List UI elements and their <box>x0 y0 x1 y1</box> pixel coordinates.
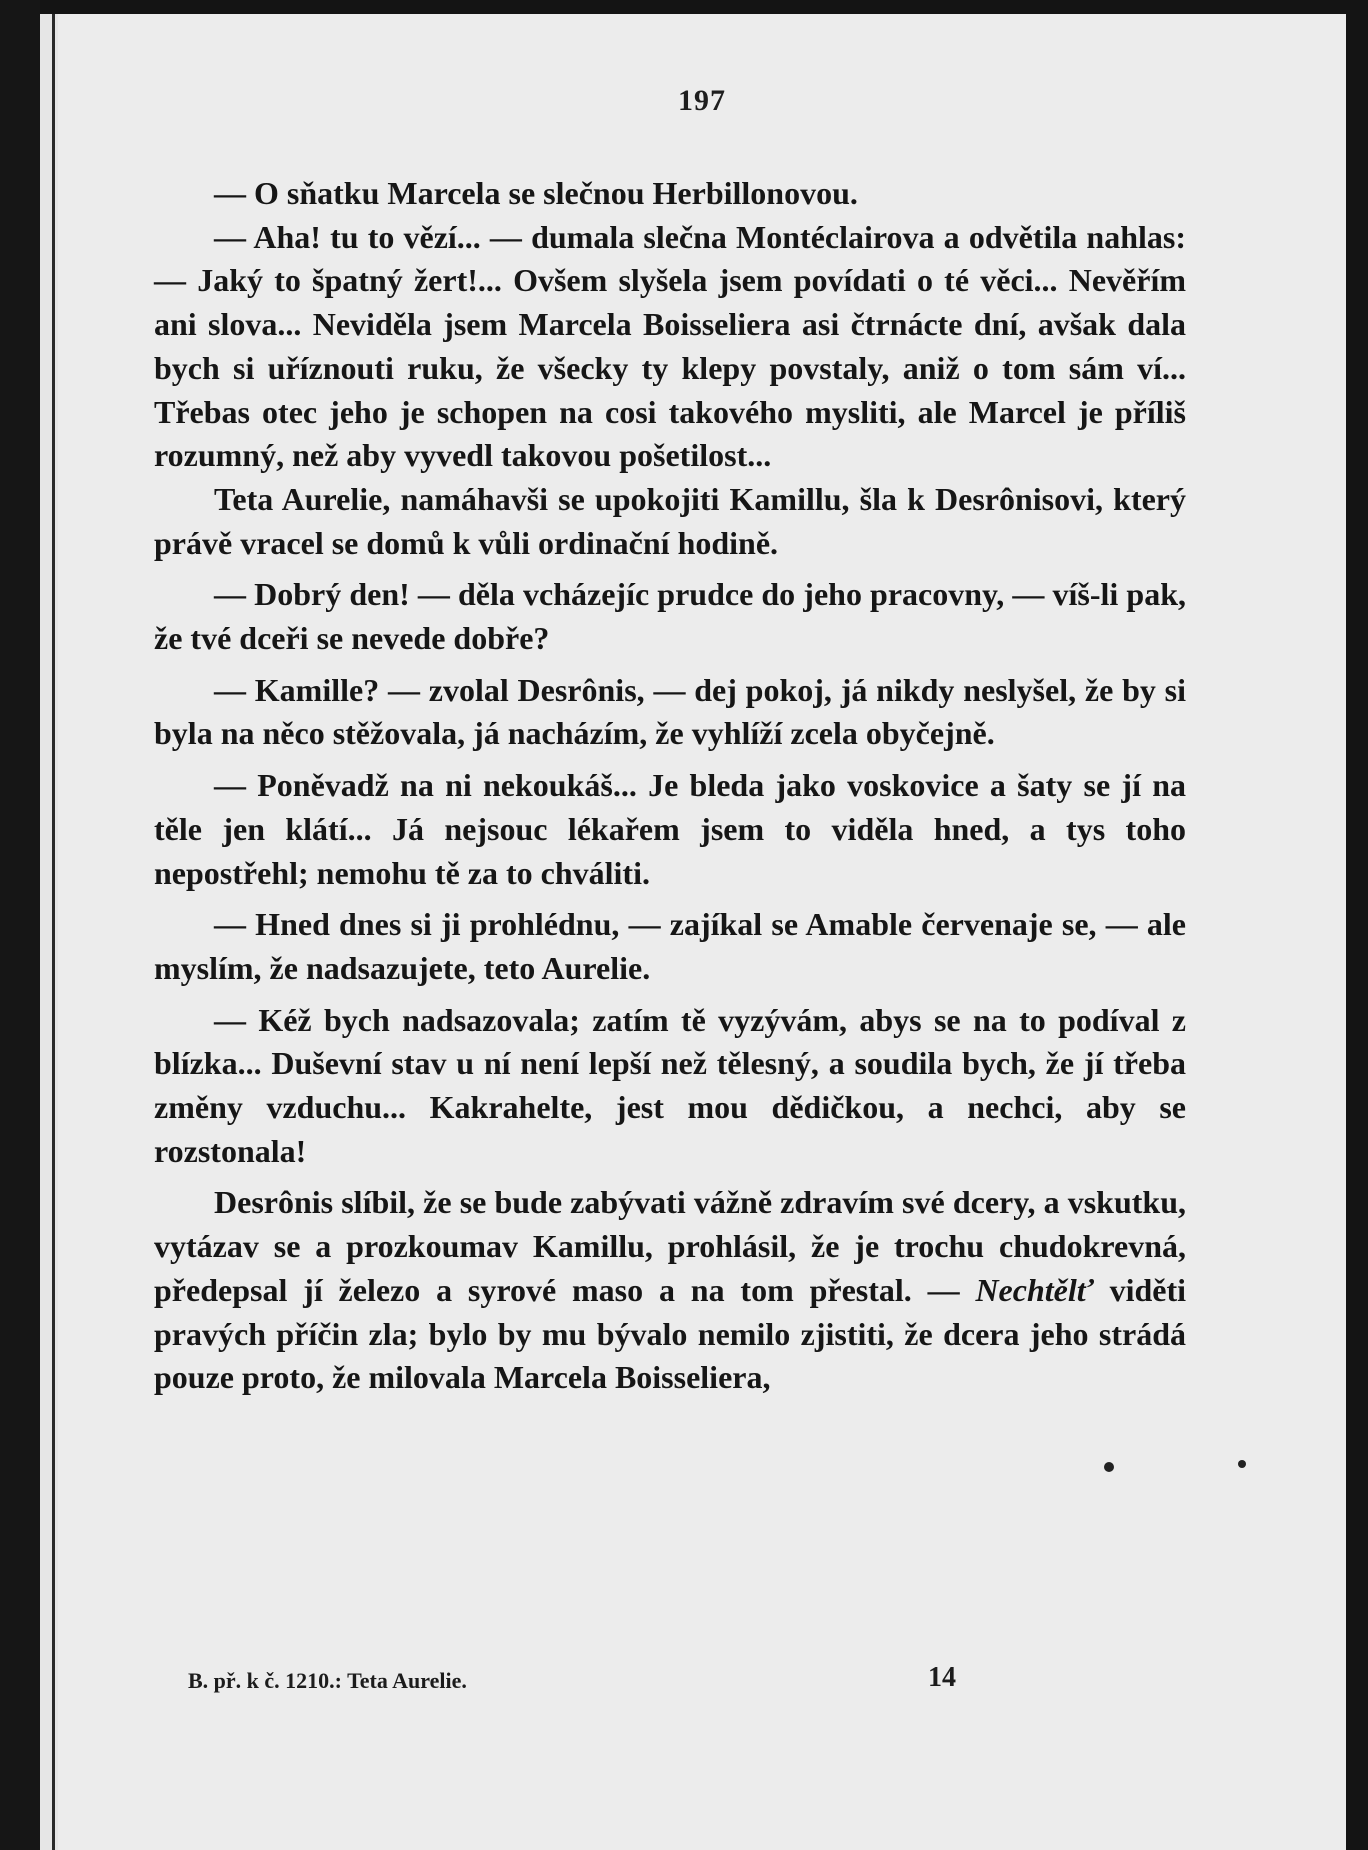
paragraph: — Kéž bych nadsazovala; zatím tě vyzývám, abys se na to podíval z blízka... Duševní stav u ní není lepší než tělesný, a soudila bych, že jí třeba změny vzduchu... Kakrahelte, jest mou dědičkou, a nechci, aby se rozstonala! <box>154 1001 1186 1169</box>
paragraph-text: Desrônis slíbil, že se bude zabývati vážně zdravím své dcery, a vskutku, vytázav se a prozkoumav Kamillu, prohlásil, že je trochu chudokrevná, předepsal jí železo a syrové maso a na tom přestal. — <box>154 1184 1186 1308</box>
footer-sheet-number: 14 <box>928 1662 956 1693</box>
paragraph: Teta Aurelie, namáhavši se upokojiti Kamillu, šla k Desrônisovi, který právě vracel se domů k vůli ordinační hodině. <box>154 480 1186 561</box>
paragraph-last <box>154 1181 1186 1400</box>
italic-emphasis: Nechtělť <box>975 1271 1094 1308</box>
body-text <box>154 172 1186 1400</box>
ink-speck <box>1238 1460 1246 1468</box>
paragraph: — Hned dnes si ji prohlédnu, — zajíkal se Amable červenaje se, — ale myslím, že nadsazujete, teto Aurelie. <box>154 906 1186 986</box>
scan-border-right <box>1346 0 1368 1850</box>
book-page <box>58 14 1346 1850</box>
paragraph: — Poněvadž na ni nekoukáš... Je bleda jako voskovice a šaty se jí na těle jen klátí... Já nejsouc lékařem jsem to viděla hned, a tys toho nepostřehl; nemohu tě za to chváliti. <box>154 767 1186 891</box>
paragraph: — Dobrý den! — děla vcházejíc prudce do jeho pracovny, — víš-li pak, že tvé dceři se nevede dobře? <box>154 576 1186 657</box>
paragraph: — Aha! tu to vězí... — dumala slečna Montéclairova a odvětila nahlas: — Jaký to špatný žert!... Ovšem slyšela jsem povídati o té věci... Nevěřím ani slova... Neviděla jsem Marcela Boisseliera asi čtrnácte dní, avšak dala bych si uříznouti ruku, že všecky ty klepy povstaly, aniž o tom sám ví... Třebas otec jeho je schopen na cosi takového mysliti, ale Marcel je příliš rozumný, než aby vyvedl takovou pošetilost... <box>154 218 1186 474</box>
paragraph-text-continued: viděti pravých příčin zla; bylo by mu bývalo nemilo zjistiti, že dcera jeho strádá pouze proto, že milovala Marcela Boisseliera, <box>154 1271 1187 1396</box>
ink-speck <box>1104 1462 1114 1472</box>
page-footer <box>58 1662 1346 1702</box>
scan-border-left <box>0 0 40 1850</box>
page-number: 197 <box>678 84 726 117</box>
paragraph: — O sňatku Marcela se slečnou Herbillonovou. <box>214 175 858 211</box>
scan-border-line <box>52 14 55 1850</box>
scan-border-top <box>0 0 1368 14</box>
paragraph: — Kamille? — zvolal Desrônis, — dej pokoj, já nikdy neslyšel, že by si byla na něco stěžovala, já nacházím, že vyhlíží zcela obyčejně. <box>154 671 1186 752</box>
footer-signature: B. př. k č. 1210.: Teta Aurelie. <box>188 1668 467 1693</box>
